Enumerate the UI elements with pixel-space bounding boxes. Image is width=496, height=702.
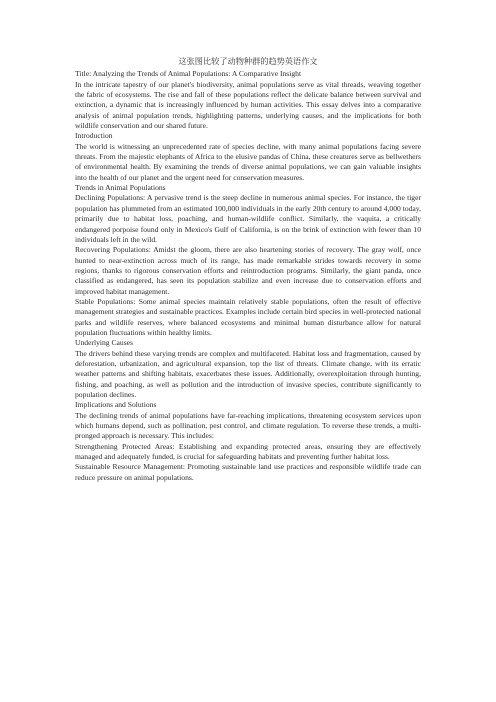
paragraph: The declining trends of animal populations have far-reaching implications, threatening ecosystem services upon which humans depend, such as pollination, pest control, and climate regulation. To reverse these trends, a multi-pronged approach is necessary. This includes: bbox=[75, 410, 421, 441]
paragraph: The world is witnessing an unprecedented rate of species decline, with many animal populations facing severe threats. From the majestic elephants of Africa to the elusive pandas of China, these creatures serve as bellwethers of environmental health. By examining the trends of diverse animal populations, we can gain valuable insights into the health of our planet and the urgent need for conservation measures. bbox=[75, 141, 421, 182]
document-body bbox=[75, 57, 421, 483]
paragraph: The drivers behind these varying trends are complex and multifaceted. Habitat loss and fragmentation, caused by deforestation, urbanization, and agricultural expansion, top the list of threats. Climate change, with its erratic weather patterns and shifting habitats, exacerbates these issues. Additionally, overexploitation through hunting, fishing, and poaching, as well as pollution and the introduction of invasive species, contribute significantly to population declines. bbox=[75, 348, 421, 399]
paragraph: Strengthening Protected Areas: Establishing and expanding protected areas, ensuring they are effectively managed and adequately funded, is crucial for safeguarding habitats and preventing further habitat loss. bbox=[75, 441, 421, 462]
essay-title: Title: Analyzing the Trends of Animal Populations: A Comparative Insight bbox=[75, 69, 302, 79]
section-heading: Underlying Causes bbox=[75, 338, 133, 348]
paragraph: Stable Populations: Some animal species maintain relatively stable populations, often the result of effective management strategies and sustainable practices. Examples include certain bird species in well-protected national parks and wildlife reserves, where balanced ecosystems and minimal human disturbance allow for natural population fluctuations within healthy limits. bbox=[75, 296, 421, 337]
section-heading: Implications and Solutions bbox=[75, 400, 157, 410]
section-heading: Introduction bbox=[75, 131, 113, 141]
section-heading: Trends in Animal Populations bbox=[75, 183, 166, 193]
paragraph: Recovering Populations: Amidst the gloom, there are also heartening stories of recovery. The gray wolf, once hunted to near-extinction across much of its range, has made remarkable strides towards recovery in some regions, thanks to rigorous conservation efforts and reintroduction programs. Similarly, the giant panda, once classified as endangered, has seen its population stabilize and even increase due to conservation efforts and improved habitat management. bbox=[75, 245, 421, 296]
page-title: 这张图比较了动物种群的趋势英语作文 bbox=[178, 57, 318, 66]
paragraph: Declining Populations: A pervasive trend is the steep decline in numerous animal species. For instance, the tiger population has plummeted from an estimated 100,000 individuals in the early 20th century to around 4,000 today, primarily due to habitat loss, poaching, and human-wildlife conflict. Similarly, the vaquita, a critically endangered porpoise found only in Mexico's Gulf of California, is on the brink of extinction with fewer than 10 individuals left in the wild. bbox=[75, 193, 421, 244]
paragraph: Sustainable Resource Management: Promoting sustainable land use practices and responsible wildlife trade can reduce pressure on animal populations. bbox=[75, 462, 421, 482]
paragraph: In the intricate tapestry of our planet's biodiversity, animal populations serve as vital threads, weaving together the fabric of ecosystems. The rise and fall of these populations reflect the delicate balance between survival and extinction, a dynamic that is increasingly influenced by human activities. This essay delves into a comparative analysis of animal population trends, highlighting patterns, underlying causes, and the implications for both wildlife conservation and our shared future. bbox=[75, 79, 421, 131]
